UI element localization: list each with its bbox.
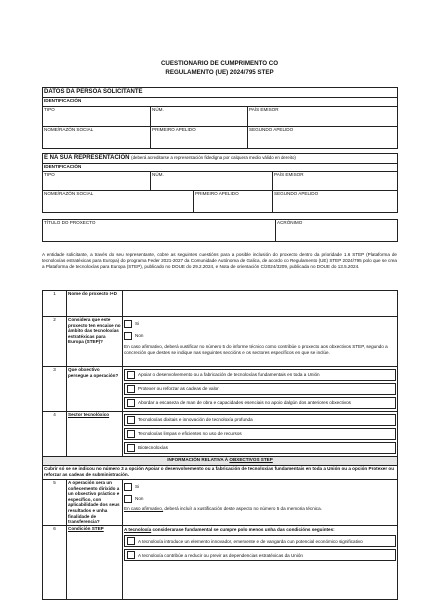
applicant-header: DATOS DA PERSOA SOLICITANTE <box>43 88 398 98</box>
question-2-yes-option[interactable] <box>124 319 396 329</box>
question-2-number: 2 <box>43 317 67 367</box>
question-2-no-label: Non <box>135 333 144 339</box>
question-5-label: A operación xera un coñecemento dirixido a un obxectivo práctico e específico, con aplicabilidade dos seus resultados e unha finalidade de transferencia? <box>67 480 123 526</box>
representative-surname2-field[interactable] <box>273 191 398 213</box>
question-6-option-1[interactable] <box>124 535 396 547</box>
representative-surname1-label: PRIMEIRO APELIDO <box>195 191 239 196</box>
applicant-name-field[interactable] <box>43 127 151 149</box>
question-4-row <box>43 412 398 457</box>
question-2-answer <box>123 317 398 367</box>
question-5-yes-label: Si <box>135 484 140 490</box>
title-line-2: REGULAMENTO (UE) 2024/795 STEP <box>165 68 274 76</box>
question-4-option-3[interactable] <box>124 442 396 454</box>
applicant-type-label: TIPO <box>44 107 55 112</box>
applicant-number-label: NÚM. <box>152 107 164 112</box>
info-header-row <box>43 457 398 466</box>
info-header-link: OBXECTIVOS STEP <box>229 457 273 462</box>
question-1-label: Nome do proxecto I+D <box>67 291 123 317</box>
questionnaire-table <box>42 290 398 600</box>
question-3-number: 3 <box>43 367 67 412</box>
question-3-option-2-label: Protexer ou reforzar as cadeas de valor <box>138 386 219 392</box>
question-4-answer <box>123 412 398 457</box>
question-6-label: Condición STEP <box>67 525 123 599</box>
checkbox-icon[interactable] <box>127 371 135 379</box>
representative-country-label: PAÍS EMISOR <box>274 172 304 177</box>
representative-country-field[interactable] <box>273 172 398 191</box>
intro-paragraph: A entidade solicitante, a través do seu representante, cobre as seguintes cuestións para a posible inclusión do proxecto dentro da prioridade 1.6 STEP (Plataforma de tecnoloxías estratéxicas para Europa) do programa Feder 2021-2027 da Comunidade Autónoma de Galica, de acordo co Regulamento (UE) STEP 2024/795 polo que se crea a Plataforma de tecnoloxías para Europa (STEP), publicado no DOUE do 29.2.2024, e Nota de orientación C/2024/3209, publicada no DOUE do 13.5.2024. <box>42 252 397 270</box>
question-2-row <box>43 317 398 367</box>
question-6-option-2[interactable] <box>124 549 396 561</box>
representative-surname1-field[interactable] <box>194 191 273 213</box>
question-5-note <box>124 506 396 512</box>
question-6-row <box>43 525 398 599</box>
applicant-country-label: PAÍS EMISOR <box>249 107 279 112</box>
project-title-field[interactable] <box>43 220 276 242</box>
question-2-label: Considera que este proxecto ten encaixe no ámbito das tecnoloxías estratéxicas para Europa (STEP)? <box>67 317 123 367</box>
applicant-number-field[interactable] <box>151 107 248 127</box>
applicant-surname2-label: SEGUNDO APELIDO <box>249 127 294 132</box>
question-3-answer <box>123 367 398 412</box>
question-6-number: 6 <box>43 525 67 599</box>
question-5-no-option[interactable] <box>124 494 396 504</box>
question-5-note-text: deberá incluír a xustificación deste aspecto no número 5 da memoria técnica. <box>164 506 322 511</box>
representative-number-label: NÚM. <box>152 172 164 177</box>
info-note: Cubrir só se se indicou no número 3 a opción Apoiar o desenvolvemento ou a fabricación de tecnoloxías fundamentais en toda a Unión ou a opción Protexer ou reforzar as cadeas de subministración. <box>43 466 398 480</box>
applicant-surname1-field[interactable] <box>151 127 248 149</box>
question-3-option-3-label: Abordar a escaseza de man de obra e capacidades esenciais no apoio dalgún dos anteriores obxectivos <box>138 400 351 406</box>
question-5-row <box>43 480 398 526</box>
question-3-option-2[interactable] <box>124 383 396 395</box>
project-title-label: TÍTULO DO PROXECTO <box>44 220 96 225</box>
question-6-lead-text: considerarase fundamental se cumpre polo menos unha das condicións seguintes: <box>152 526 335 532</box>
question-5-no-label: Non <box>135 496 144 502</box>
checkbox-icon[interactable] <box>124 495 132 503</box>
applicant-identification: IDENTIFICACIÓN <box>43 98 398 107</box>
question-6-option-1-label: A tecnoloxía introduce un elemento innovador, emerxente e de vangarda cun potencial económico significativo <box>138 538 363 544</box>
document-title <box>0 60 439 77</box>
representative-type-field[interactable] <box>43 172 151 191</box>
checkbox-icon[interactable] <box>127 551 135 559</box>
representative-name-field[interactable] <box>43 191 194 213</box>
question-4-option-2[interactable] <box>124 428 396 440</box>
question-6-lead <box>124 527 396 533</box>
checkbox-icon[interactable] <box>124 320 132 328</box>
question-4-label: Sector tecnolóxico <box>67 412 123 457</box>
representative-header-note: (deberá acreditarse a representación fidedigna por calquera medio válido en dereito) <box>131 155 296 160</box>
question-3-option-1-label: Apoiar o desenvolvemento ou a fabricación de tecnoloxías fundamentais en toda a Unión <box>138 372 320 378</box>
applicant-surname2-field[interactable] <box>248 127 398 149</box>
question-2-no-option[interactable] <box>124 331 396 341</box>
question-2-note: En caso afirmativo, deberá xustificar no número 5 do informe técnico como contribúe o proxecto aos obxectivos STEP, segundo a concreción que destes se indique nas seguintes seccións e os sectores específicos en que se inclúe. <box>124 344 388 355</box>
checkbox-icon[interactable] <box>124 483 132 491</box>
representative-surname2-label: SEGUNDO APELIDO <box>274 191 319 196</box>
checkbox-icon[interactable] <box>127 444 135 452</box>
info-header-text: INFORMACIÓN RELATIVA Á <box>167 457 229 462</box>
question-3-row <box>43 367 398 412</box>
project-acronym-label: ACRÓNIMO <box>277 220 303 225</box>
question-2-yes-label: Si <box>135 321 140 327</box>
applicant-type-field[interactable] <box>43 107 151 127</box>
representative-type-label: TIPO <box>44 172 55 177</box>
representative-number-field[interactable] <box>151 172 273 191</box>
question-3-label: Que obxectivo persegue a operación? <box>67 367 123 412</box>
info-note-row <box>43 466 398 480</box>
question-4-number: 4 <box>43 412 67 457</box>
info-header <box>43 457 398 466</box>
question-1-number: 1 <box>43 291 67 317</box>
question-3-option-3[interactable] <box>124 397 396 409</box>
checkbox-icon[interactable] <box>127 385 135 393</box>
question-4-option-1-label: Tecnoloxías dixitais e innovación de tecnoloxía profunda <box>138 417 253 423</box>
question-4-option-2-label: Tecnoloxías limpas e eficientes no uso de recursos <box>138 431 242 437</box>
question-5-note-lead: En caso afirmativo, <box>124 506 164 511</box>
question-5-answer <box>123 480 398 526</box>
question-6-answer <box>123 525 398 599</box>
representative-header-text: E NA SÚA REPRESENTACIÓN <box>44 155 130 161</box>
question-1-row <box>43 291 398 317</box>
applicant-country-field[interactable] <box>248 107 398 127</box>
question-3-option-1[interactable] <box>124 369 396 381</box>
title-line-1: CUESTIONARIO DE CUMPRIMENTO CO <box>160 60 279 67</box>
question-5-yes-option[interactable] <box>124 482 396 492</box>
checkbox-icon[interactable] <box>127 416 135 424</box>
project-table <box>42 219 398 242</box>
representative-name-label: NOME/RAZÓN SOCIAL <box>44 191 94 196</box>
applicant-table <box>42 87 398 149</box>
question-6-lead-underlined: A tecnoloxía <box>124 526 152 532</box>
question-4-option-3-label: Biotecnoloxías <box>138 445 168 451</box>
checkbox-icon[interactable] <box>127 537 135 545</box>
representative-table <box>42 153 398 213</box>
question-1-answer-field[interactable] <box>123 291 398 317</box>
representative-identification: IDENTIFICACIÓN <box>43 164 398 172</box>
checkbox-icon[interactable] <box>124 332 132 340</box>
question-4-option-1[interactable] <box>124 414 396 426</box>
applicant-surname1-label: PRIMEIRO APELIDO <box>152 127 196 132</box>
question-5-number: 5 <box>43 480 67 526</box>
checkbox-icon[interactable] <box>127 399 135 407</box>
project-acronym-field[interactable] <box>276 220 398 242</box>
representative-header <box>43 154 398 164</box>
applicant-name-label: NOME/RAZÓN SOCIAL <box>44 127 94 132</box>
checkbox-icon[interactable] <box>127 430 135 438</box>
question-6-option-2-label: A tecnoloxía contribúe a reducir ou previr as dependencias estratéxicas da Unión <box>138 552 303 558</box>
